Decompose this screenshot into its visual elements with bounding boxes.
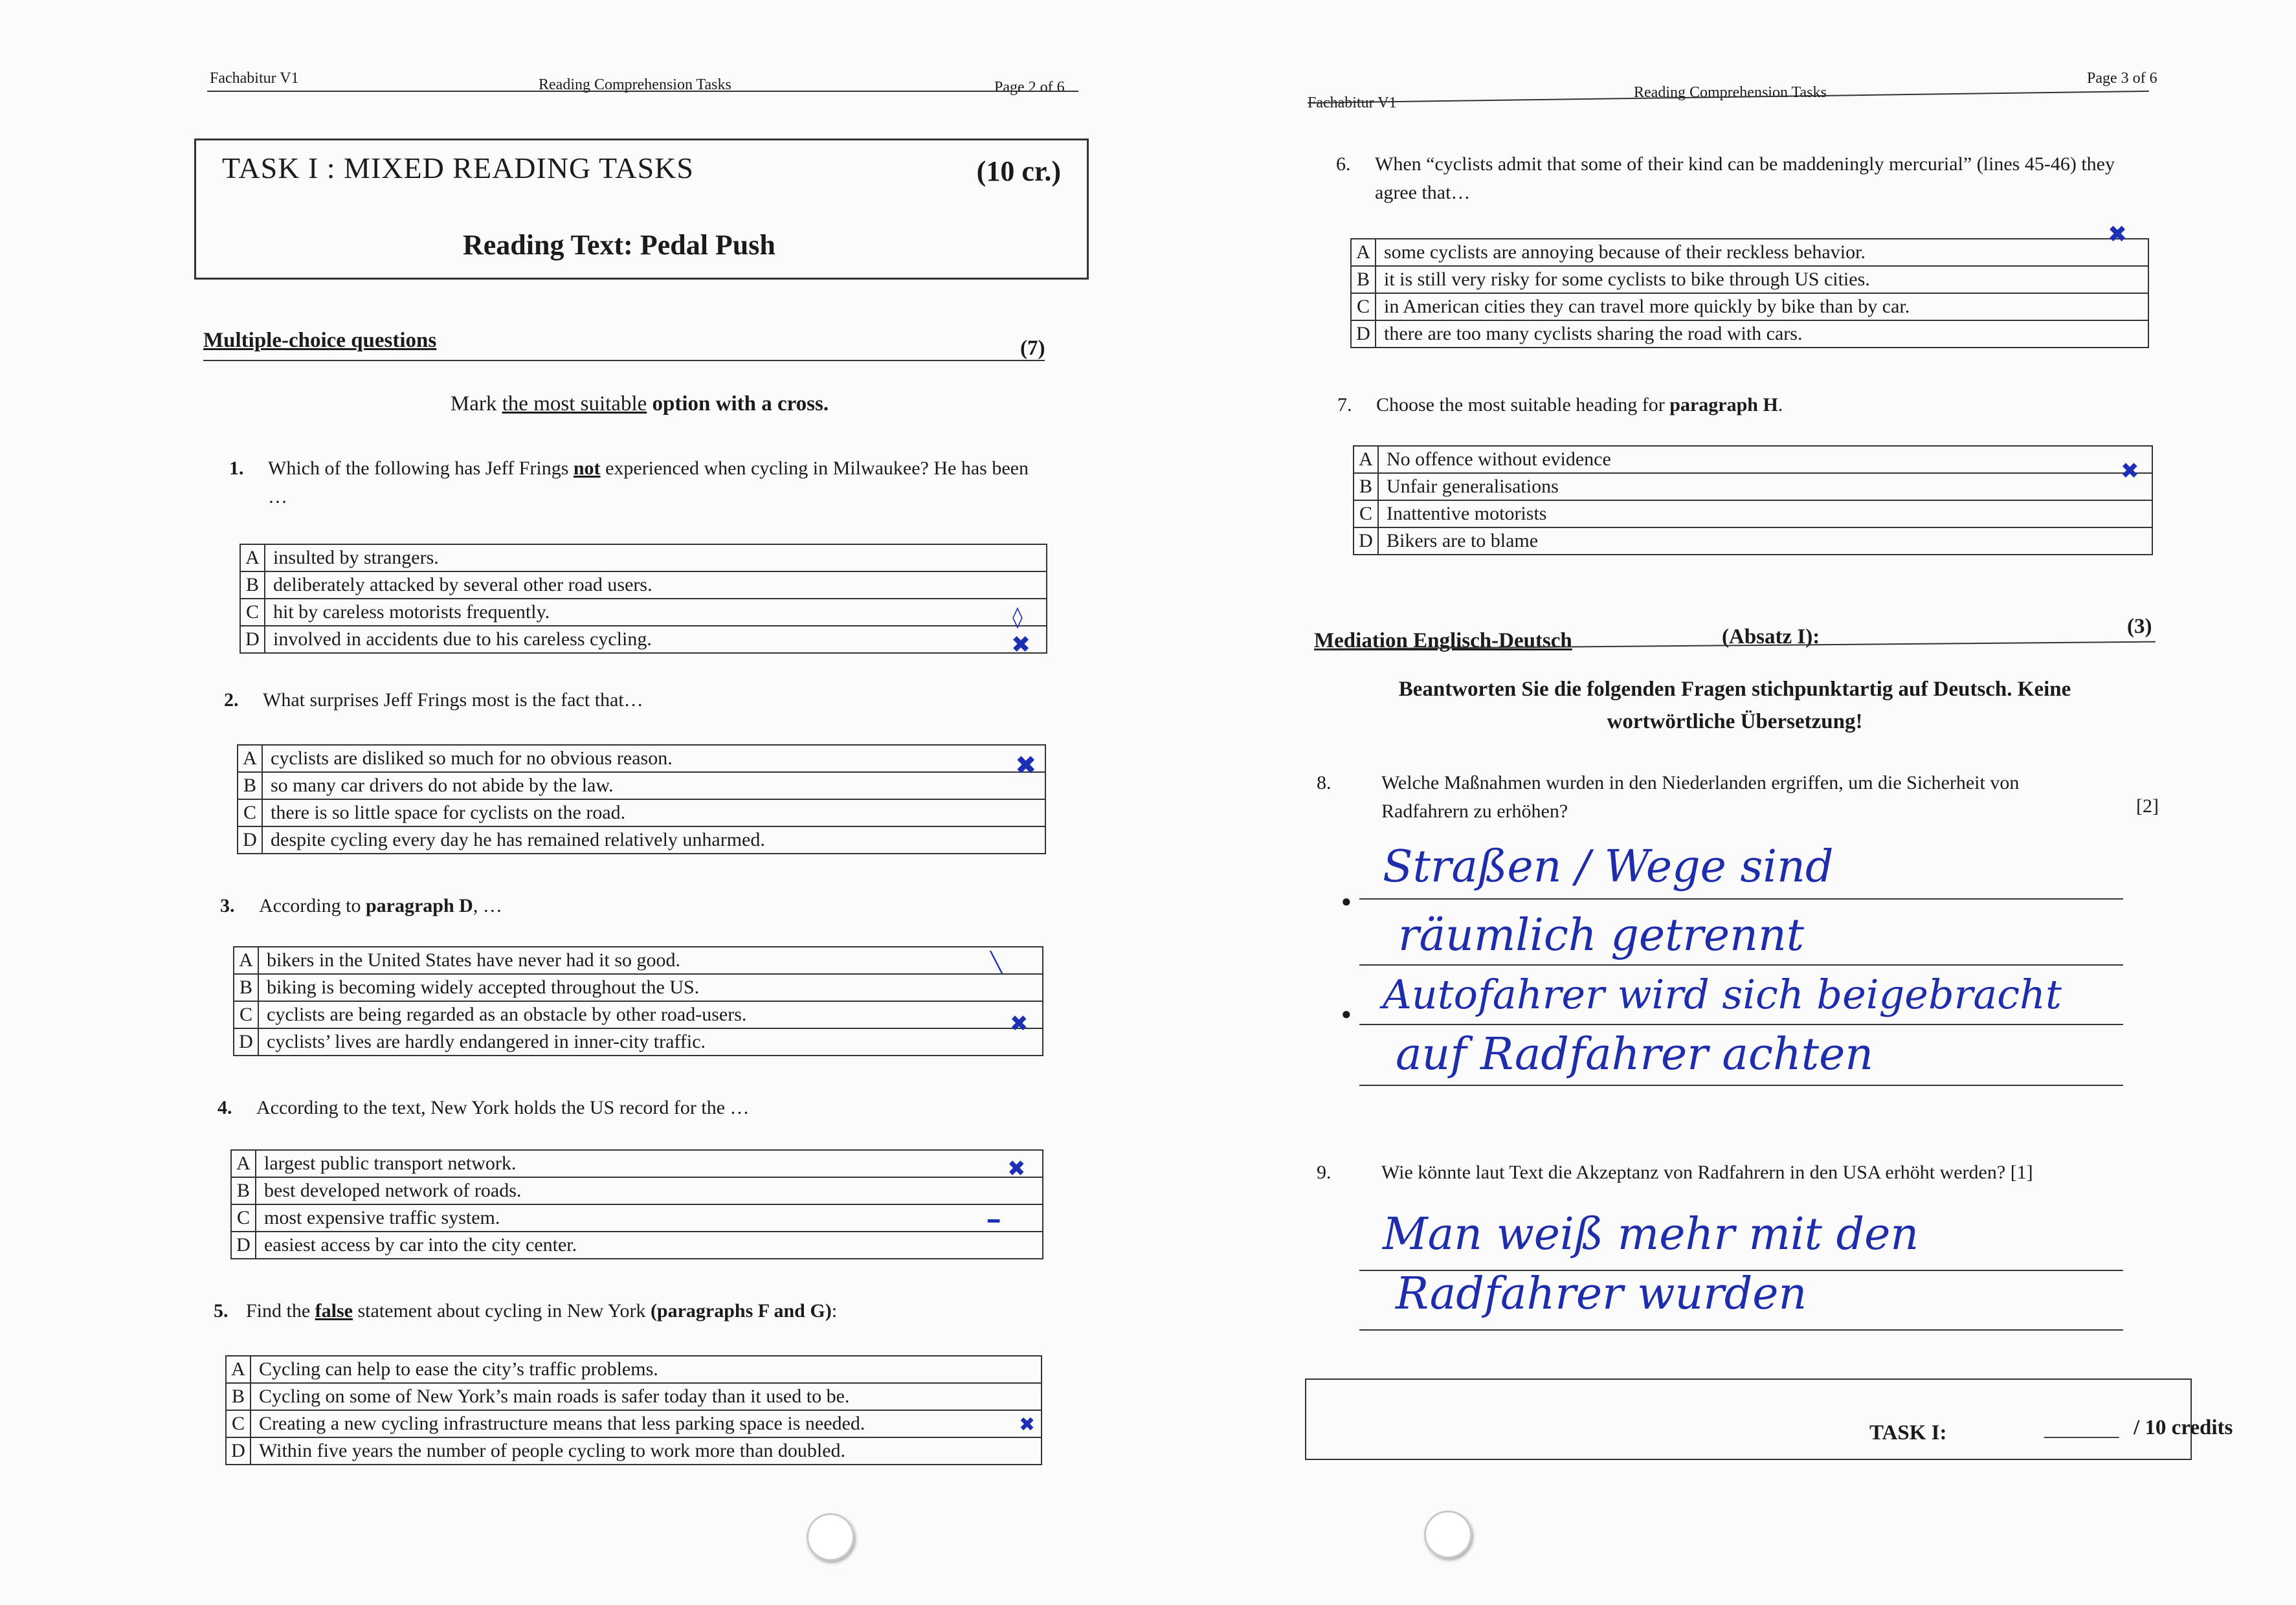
option-text: easiest access by car into the city center. xyxy=(256,1232,1043,1259)
option-row[interactable] xyxy=(240,544,1047,571)
cross-mark-q6-a: ✖ xyxy=(2108,221,2128,248)
question-9-points: [1] xyxy=(2010,1162,2033,1183)
option-row[interactable] xyxy=(238,772,1045,799)
question-number: 3. xyxy=(220,895,235,916)
option-row[interactable] xyxy=(238,799,1045,826)
option-letter: D xyxy=(231,1232,256,1259)
option-text: Inattentive motorists xyxy=(1378,500,2152,527)
task-title: TASK I : MIXED READING TASKS xyxy=(222,151,694,184)
header-left: Fachabitur V1 xyxy=(210,70,299,87)
option-text: in American cities they can travel more quickly by bike than by car. xyxy=(1376,293,2148,320)
question-5 xyxy=(214,1297,1068,1329)
option-text: Bikers are to blame xyxy=(1378,527,2152,555)
option-row[interactable] xyxy=(234,947,1043,974)
section-points: (7) xyxy=(1020,337,1045,360)
option-letter: A xyxy=(231,1150,256,1177)
option-text: there are too many cyclists sharing the road with cars. xyxy=(1376,320,2148,348)
option-text: most expensive traffic system. xyxy=(256,1204,1043,1232)
option-text: Cycling can help to ease the city’s traffic problems. xyxy=(251,1356,1042,1383)
option-letter: B xyxy=(238,772,262,799)
handwritten-answer-9-line1: Man weiß mehr mit den xyxy=(1383,1209,1919,1260)
question-text-emph: not xyxy=(573,458,601,479)
option-row[interactable] xyxy=(1354,473,2152,500)
question-text-emph: paragraph D xyxy=(365,895,473,916)
option-letter: A xyxy=(240,544,265,571)
option-text: deliberately attacked by several other road users. xyxy=(265,571,1047,599)
question-text: When “cyclists admit that some of their kind can be maddeningly mercurial” (lines 45-46) they agree that… xyxy=(1375,153,2115,203)
question-text-emph: false xyxy=(315,1300,353,1322)
question-8 xyxy=(1317,769,2132,834)
score-label: TASK I: xyxy=(1869,1421,1947,1444)
option-row[interactable] xyxy=(231,1150,1043,1177)
option-row[interactable] xyxy=(1351,239,2148,266)
option-text: so many car drivers do not abide by the law. xyxy=(262,772,1045,799)
option-letter: C xyxy=(226,1410,251,1437)
option-text: No offence without evidence xyxy=(1378,446,2152,473)
option-text: it is still very risky for some cyclists to bike through US cities. xyxy=(1376,266,2148,293)
option-row[interactable] xyxy=(231,1232,1043,1259)
question-number: 2. xyxy=(224,689,239,711)
option-row[interactable] xyxy=(1354,446,2152,473)
option-text: cyclists are being regarded as an obstacle by other road-users. xyxy=(258,1001,1043,1028)
option-letter: D xyxy=(1351,320,1376,348)
section-title: Multiple-choice questions xyxy=(203,329,437,352)
mediation-points: (3) xyxy=(2127,615,2152,638)
option-letter: C xyxy=(234,1001,258,1028)
question-number: 8. xyxy=(1317,772,1332,793)
answer-line xyxy=(1359,1024,2123,1025)
options-table-q1 xyxy=(240,544,1047,654)
handwritten-answer-8-line3: Autofahrer wird sich beigebracht xyxy=(1383,971,2062,1018)
option-letter: C xyxy=(1354,500,1378,527)
option-letter: A xyxy=(1351,239,1376,266)
option-text: Within five years the number of people cycling to work more than doubled. xyxy=(251,1437,1042,1465)
option-row[interactable] xyxy=(238,745,1045,772)
option-text: Creating a new cycling infrastructure means that less parking space is needed. xyxy=(251,1410,1042,1437)
header-center: Reading Comprehension Tasks xyxy=(1634,84,1827,101)
option-row[interactable] xyxy=(1354,527,2152,555)
punch-hole xyxy=(807,1513,854,1561)
reading-text-title: Reading Text: Pedal Push xyxy=(463,229,775,261)
option-letter: C xyxy=(1351,293,1376,320)
option-letter: D xyxy=(1354,527,1378,555)
option-letter: D xyxy=(240,626,265,653)
option-letter: B xyxy=(1351,266,1376,293)
option-letter: D xyxy=(226,1437,251,1465)
option-row[interactable] xyxy=(234,1028,1043,1056)
question-number: 9. xyxy=(1317,1162,1332,1183)
header-right: Page 3 of 6 xyxy=(2087,70,2157,87)
question-text-post: experienced when cycling in Milwaukee? He has been … xyxy=(268,458,1029,507)
question-text-post: : xyxy=(831,1300,838,1322)
question-9 xyxy=(1317,1158,2171,1191)
options-table-q2 xyxy=(237,744,1046,854)
instruction xyxy=(194,392,1085,416)
punch-hole xyxy=(1424,1511,1472,1558)
question-1 xyxy=(229,454,1071,513)
option-letter: B xyxy=(231,1177,256,1204)
handwritten-answer-8-line1: Straßen / Wege sind xyxy=(1383,841,1834,892)
stroke-mark-q4-c: ━ xyxy=(988,1210,1000,1233)
option-row[interactable] xyxy=(240,599,1047,626)
question-text-mid: statement about cycling in New York xyxy=(353,1300,651,1322)
answer-line xyxy=(1359,964,2123,966)
cross-mark-q1-d: ✖ xyxy=(1011,632,1031,658)
question-text-post: . xyxy=(1778,394,1783,415)
handwritten-answer-9-line2: Radfahrer wurden xyxy=(1396,1268,1807,1320)
option-letter: A xyxy=(1354,446,1378,473)
question-text-pre: According to xyxy=(259,895,366,916)
option-text: bikers in the United States have never had it so good. xyxy=(258,947,1043,974)
question-2 xyxy=(224,686,1065,718)
question-number: 1. xyxy=(229,458,244,479)
question-text: What surprises Jeff Frings most is the fact that… xyxy=(263,689,643,711)
question-text-pre: Choose the most suitable heading for xyxy=(1376,394,1670,415)
question-text-pre: Find the xyxy=(246,1300,315,1322)
instruction-post: option with a cross. xyxy=(647,392,829,415)
options-table-q3 xyxy=(233,946,1043,1056)
question-3 xyxy=(220,892,1062,924)
option-letter: B xyxy=(226,1383,251,1410)
option-text: there is so little space for cyclists on the road. xyxy=(262,799,1045,826)
options-table-q6 xyxy=(1350,238,2149,348)
option-letter: B xyxy=(1354,473,1378,500)
option-letter: A xyxy=(226,1356,251,1383)
option-row[interactable] xyxy=(1354,500,2152,527)
option-row[interactable] xyxy=(226,1410,1042,1437)
cross-mark-q4-a: ✖ xyxy=(1007,1156,1026,1182)
options-table-q7 xyxy=(1353,445,2153,555)
option-text: biking is becoming widely accepted throughout the US. xyxy=(258,974,1043,1001)
option-row[interactable] xyxy=(234,974,1043,1001)
instruction-emph: the most suitable xyxy=(502,392,647,415)
mediation-instruction: Beantworten Sie die folgenden Fragen stichpunktartig auf Deutsch. Keine wortwörtliche Übersetzung! xyxy=(1398,678,2071,733)
options-table-q4 xyxy=(230,1149,1043,1259)
question-text xyxy=(268,454,1038,511)
option-letter: A xyxy=(238,745,262,772)
instruction-pre: Mark xyxy=(450,392,502,415)
cross-mark-q7-a: ✖ xyxy=(2121,458,2139,484)
question-text xyxy=(246,1297,1068,1325)
option-text: best developed network of roads. xyxy=(256,1177,1043,1204)
cross-mark-q2-a: ✖ xyxy=(1015,751,1037,780)
question-text-pre: Which of the following has Jeff Frings xyxy=(268,458,574,479)
option-row[interactable] xyxy=(240,571,1047,599)
question-6 xyxy=(1336,150,2145,212)
option-letter: C xyxy=(238,799,262,826)
question-text-bold: (paragraphs F and G) xyxy=(650,1300,832,1322)
handwritten-answer-8-line4: auf Radfahrer achten xyxy=(1396,1029,1874,1080)
stroke-mark-q3-a: ╲ xyxy=(990,951,1003,974)
question-4 xyxy=(217,1094,1059,1126)
option-text: involved in accidents due to his careless cycling. xyxy=(265,626,1047,653)
option-letter: D xyxy=(238,826,262,854)
option-letter: C xyxy=(240,599,265,626)
question-text: According to the text, New York holds the US record for the … xyxy=(256,1097,750,1118)
answer-line xyxy=(1359,1085,2123,1086)
option-text: cyclists’ lives are hardly endangered in inner-city traffic. xyxy=(258,1028,1043,1056)
header-rule xyxy=(207,91,1078,92)
question-number: 5. xyxy=(214,1300,228,1322)
option-text: despite cycling every day he has remained relatively unharmed. xyxy=(262,826,1045,854)
answer-line xyxy=(1359,1329,2123,1331)
option-row[interactable] xyxy=(1351,266,2148,293)
score-credits: / 10 credits xyxy=(2134,1416,2233,1439)
option-text: insulted by strangers. xyxy=(265,544,1047,571)
handwritten-answer-8-line2: räumlich getrennt xyxy=(1398,910,1805,961)
option-text: cyclists are disliked so much for no obvious reason. xyxy=(262,745,1045,772)
option-row[interactable] xyxy=(238,826,1045,854)
task-credits: (10 cr.) xyxy=(976,155,1061,187)
option-text: Cycling on some of New York’s main roads is safer today than it used to be. xyxy=(251,1383,1042,1410)
question-7 xyxy=(1337,391,2146,423)
option-letter: B xyxy=(240,571,265,599)
option-letter: A xyxy=(234,947,258,974)
answer-bullet: ● xyxy=(1341,1004,1352,1023)
option-row[interactable] xyxy=(231,1177,1043,1204)
question-number: 4. xyxy=(217,1097,232,1118)
question-text: Welche Maßnahmen wurden in den Niederlanden ergriffen, um die Sicherheit von Radfahrern zu erhöhen? xyxy=(1381,772,2020,822)
question-text-main: Wie könnte laut Text die Akzeptanz von Radfahrern in den USA erhöht werden? xyxy=(1381,1162,2006,1183)
cross-mark-q5-c: ✖ xyxy=(1019,1413,1036,1436)
header-right: Page 2 of 6 xyxy=(994,79,1065,96)
score-box xyxy=(1305,1378,2233,1460)
option-letter: D xyxy=(234,1028,258,1056)
right-page xyxy=(1269,0,2296,1605)
option-row[interactable] xyxy=(226,1383,1042,1410)
option-letter: C xyxy=(231,1204,256,1232)
mediation-title-text: Mediation Englisch-Deutsch xyxy=(1314,629,1572,652)
answer-bullet: ● xyxy=(1341,892,1352,911)
header-left: Fachabitur V1 xyxy=(1308,94,1397,111)
section-multiple-choice xyxy=(203,329,436,353)
question-text xyxy=(1376,391,2146,419)
question-number: 6. xyxy=(1336,153,1351,175)
option-text: largest public transport network. xyxy=(256,1150,1043,1177)
score-blank[interactable]: _______ xyxy=(2044,1417,2119,1441)
cross-mark-q1-c: ◊ xyxy=(1012,604,1023,629)
question-text xyxy=(259,892,1062,920)
option-row[interactable] xyxy=(240,626,1047,653)
option-text: Unfair generalisations xyxy=(1378,473,2152,500)
option-row[interactable] xyxy=(1351,320,2148,348)
option-row[interactable] xyxy=(234,1001,1043,1028)
option-text: hit by careless motorists frequently. xyxy=(265,599,1047,626)
question-text-bold: paragraph H xyxy=(1669,394,1778,415)
answer-line xyxy=(1359,898,2123,900)
section-rule xyxy=(203,360,1045,361)
question-text-post: , … xyxy=(473,895,502,916)
mediation-paragraph: (Absatz I): xyxy=(1722,625,1820,648)
question-number: 7. xyxy=(1337,394,1352,415)
question-8-points: [2] xyxy=(2136,795,2159,817)
question-text xyxy=(1381,1158,2171,1187)
option-text: some cyclists are annoying because of their reckless behavior. xyxy=(1376,239,2148,266)
option-row[interactable] xyxy=(226,1356,1042,1383)
cross-mark-q3-c: ✖ xyxy=(1010,1011,1029,1037)
header-center: Reading Comprehension Tasks xyxy=(539,76,731,93)
option-row[interactable] xyxy=(231,1204,1043,1232)
task-box xyxy=(194,138,1089,280)
options-table-q5 xyxy=(225,1355,1042,1465)
option-row[interactable] xyxy=(226,1437,1042,1465)
option-letter: B xyxy=(234,974,258,1001)
option-row[interactable] xyxy=(1351,293,2148,320)
